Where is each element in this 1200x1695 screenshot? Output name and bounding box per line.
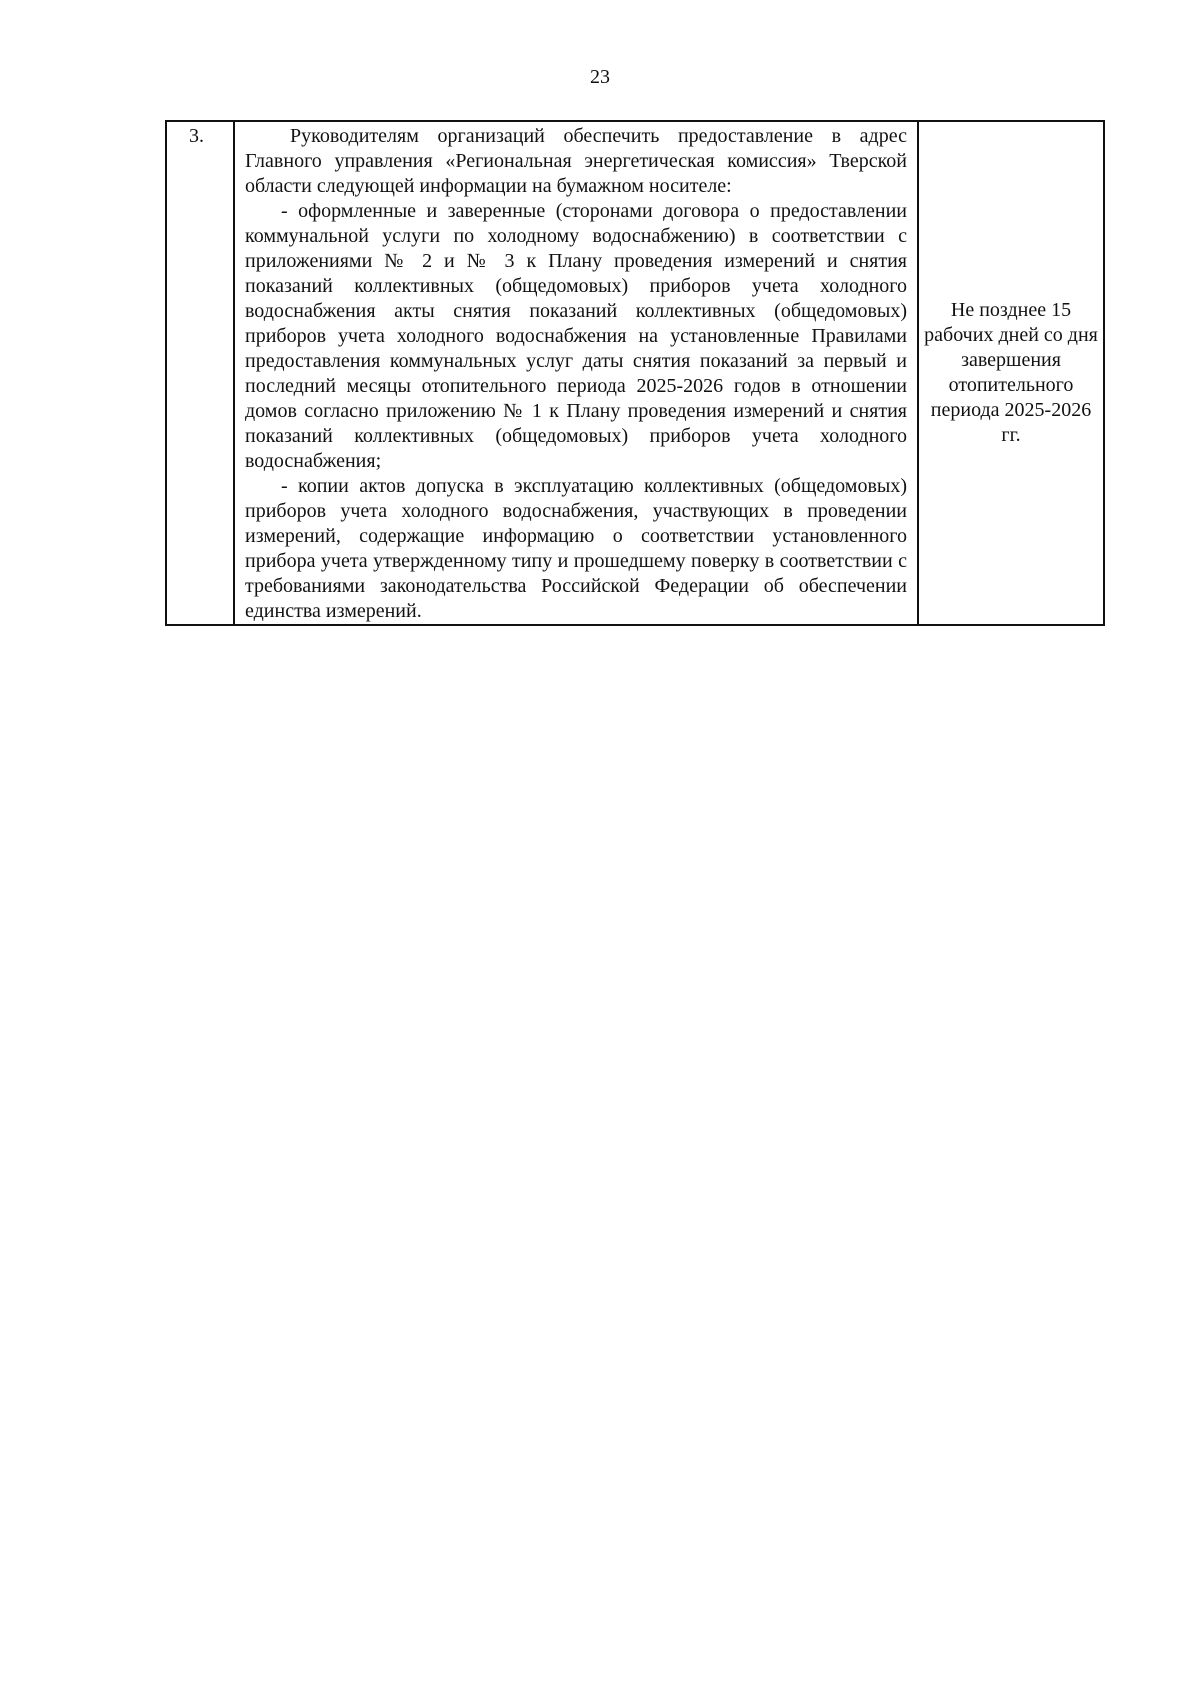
table-row [166,121,1104,625]
page-number: 23 [590,66,610,88]
row-bullet-acts: - оформленные и заверенные (сторонами договора о предоставлении коммунальной услуги по холодному водоснабжению) в соответствии с приложениями № 2 и № 3 к Плану проведения измерений и снятия показаний коллективных (общедомовых) приборов учета холодного водоснабжения акты снятия показаний коллективных (общедомовых) приборов учета холодного водоснабжения на установленные Правилами предоставления коммунальных услуг даты снятия показаний за первый и последний месяцы отопительного периода 2025-2026 годов в отношении домов согласно приложению № 1 к Плану проведения измерений и снятия показаний коллективных (общедомовых) приборов учета холодного водоснабжения; [245,200,907,472]
row-number-cell [166,121,234,625]
row-deadline-text: Не позднее 15 рабочих дней со дня завершения отопительного периода 2025-2026 гг. [924,299,1098,446]
row-text-cell [234,121,918,625]
row-deadline-cell [918,121,1104,625]
row-intro-text: Руководителям организаций обеспечить предоставление в адрес Главного управления «Региональная энергетическая комиссия» Тверской области следующей информации на бумажном носителе: [245,125,907,197]
document-table [165,120,1105,626]
row-number: 3. [189,125,204,147]
row-bullet-copies: - копии актов допуска в эксплуатацию коллективных (общедомовых) приборов учета холодного водоснабжения, участвующих в проведении измерений, содержащие информацию о соответствии установленного прибора учета утвержденному типу и прошедшему поверку в соответствии с требованиями законодательства Российской Федерации об обеспечении единства измерений. [245,475,907,622]
